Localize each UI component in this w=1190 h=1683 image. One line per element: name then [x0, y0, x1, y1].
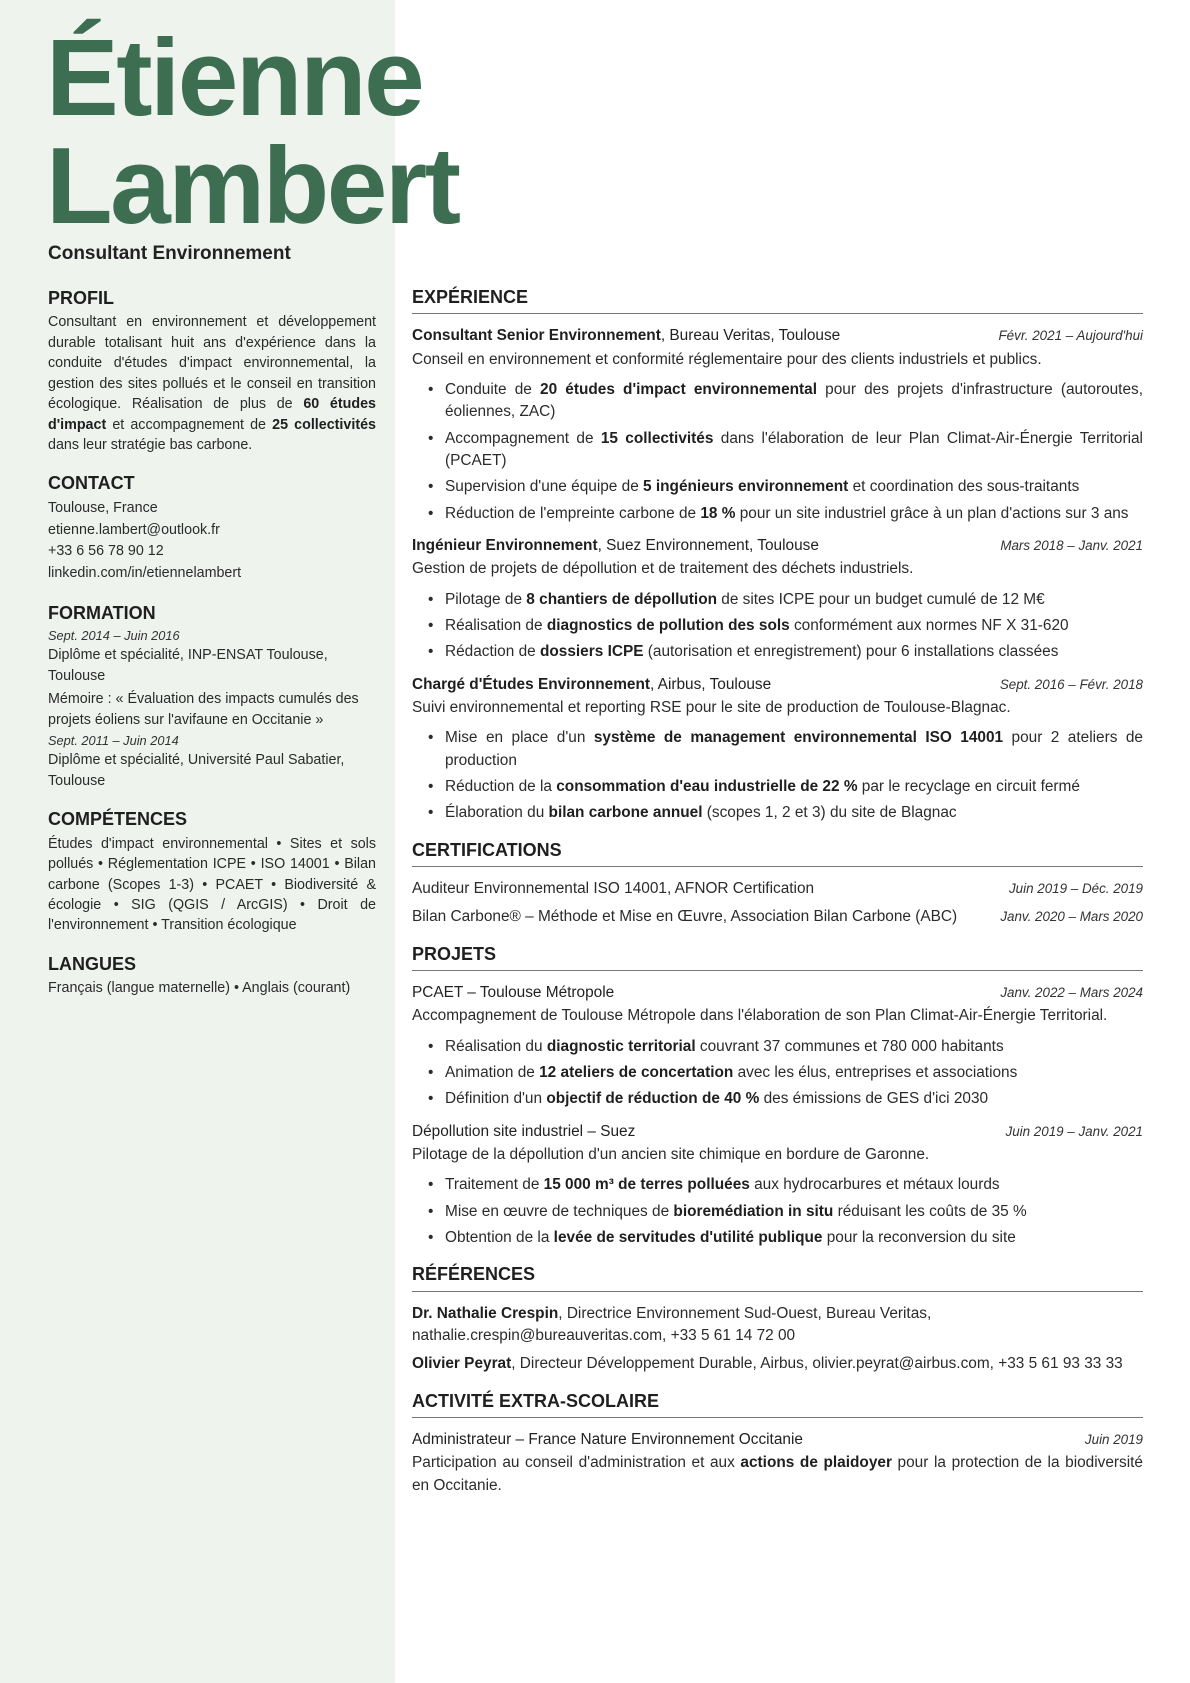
extracurricular-header [412, 1429, 1143, 1451]
project-organization: PCAET – Toulouse Métropole [412, 984, 615, 1002]
experience-heading: EXPÉRIENCE [412, 286, 1143, 314]
emphasis-text: 8 chantiers de dépollution [526, 590, 717, 608]
experience-entry [412, 535, 1143, 664]
profile-text: Consultant en environnement et développement durable totalisant huit ans d'expérience dans la conduite d'études d'impact environnemental, la gestion des sites pollués et le conseil en transition écologique. Réalisation de plus de 60 études d'impact et accompagnement de 25 collectivités dans leur stratégie bas carbone. [48, 314, 376, 454]
education-item [48, 627, 376, 730]
emphasis-text: Dr. Nathalie Crespin [412, 1304, 559, 1322]
experience-bullets [412, 727, 1143, 824]
bullet-item: • Accompagnement de 15 collectivités dans l'élaboration de leur Plan Climat-Air-Énergie Territorial (PCAET) [445, 428, 1143, 473]
experience-title [412, 674, 771, 696]
extracurricular-heading: ACTIVITÉ EXTRA-SCOLAIRE [412, 1390, 1143, 1418]
contact-heading: CONTACT [48, 473, 135, 494]
contact-email[interactable]: etienne.lambert@outlook.fr [48, 521, 220, 538]
project-title [412, 1121, 635, 1143]
project-description: Accompagnement de Toulouse Métropole dans l'élaboration de son Plan Climat-Air-Énergie Territorial. [412, 1007, 1108, 1025]
contact-section [48, 472, 376, 584]
skills-section [48, 808, 376, 936]
candidate-name [46, 17, 806, 247]
certification-name: Bilan Carbone® – Méthode et Mise en Œuvre, Association Bilan Carbone (ABC) [412, 908, 958, 926]
education-degree: Diplôme et spécialité, Université Paul Sabatier, Toulouse [48, 752, 345, 789]
projects-section [412, 943, 1143, 1250]
bullet-item: • Rédaction de dossiers ICPE (autorisation et enregistrement) pour 6 installations classées [445, 641, 1143, 663]
contact-phone[interactable]: +33 6 56 78 90 12 [48, 543, 164, 560]
experience-role: Ingénieur Environnement [412, 537, 598, 555]
education-degree: Diplôme et spécialité, INP-ENSAT Toulouse, Toulouse [48, 647, 328, 684]
sidebar [48, 287, 376, 1016]
experience-role: Chargé d'Études Environnement [412, 675, 650, 693]
emphasis-text: dossiers ICPE [539, 643, 644, 661]
emphasis-text: consommation d'eau industrielle de 22 % [556, 777, 858, 795]
project-bullets [412, 1036, 1143, 1111]
emphasis-text: 15 000 m³ de terres polluées [543, 1176, 750, 1194]
last-name: Lambert [46, 125, 459, 247]
bullet-item: • Réduction de la consommation d'eau industrielle de 22 % par le recyclage en circuit fermé [445, 776, 1143, 798]
experience-section [412, 286, 1143, 825]
projects-list [412, 982, 1143, 1249]
emphasis-text: 25 collectivités [272, 416, 376, 433]
experience-description: Suivi environnemental et reporting RSE pour le site de production de Toulouse-Blagnac. [412, 698, 1011, 716]
emphasis-text: diagnostics de pollution des sols [546, 617, 790, 634]
bullet-item: • Élaboration du bilan carbone annuel (scopes 1, 2 et 3) du site de Blagnac [445, 802, 1143, 824]
extracurricular-entry [412, 1429, 1143, 1497]
project-bullets [412, 1174, 1143, 1249]
languages-text: Français (langue maternelle) • Anglais (courant) [48, 980, 351, 997]
education-dates: Sept. 2014 – Juin 2016 [48, 628, 180, 644]
experience-organization: , Suez Environnement, Toulouse [597, 537, 819, 555]
extracurricular-description: Participation au conseil d'administration et aux actions de plaidoyer pour la protection de la biodiversité en Occitanie. [412, 1454, 1143, 1494]
experience-entry [412, 674, 1143, 825]
experience-organization: , Bureau Veritas, Toulouse [660, 327, 841, 345]
references-section [412, 1263, 1143, 1375]
bullet-item: • Réalisation du diagnostic territorial couvrant 37 communes et 780 000 habitants [445, 1036, 1143, 1058]
project-description: Pilotage de la dépollution d'un ancien site chimique en bordure de Garonne. [412, 1146, 930, 1164]
profile-section [48, 287, 376, 455]
bullet-item: • Supervision d'une équipe de 5 ingénieurs environnement et coordination des sous-traitants [445, 476, 1143, 498]
skills-heading: COMPÉTENCES [48, 809, 188, 830]
contact-linkedin[interactable]: linkedin.com/in/etiennelambert [48, 565, 242, 581]
bullet-item: • Conduite de 20 études d'impact environnemental pour des projets d'infrastructure (autoroutes, éoliennes, ZAC) [445, 379, 1143, 424]
bullet-item: • Traitement de 15 000 m³ de terres polluées aux hydrocarbures et métaux lourds [445, 1174, 1143, 1196]
experience-dates: Sept. 2016 – Févr. 2018 [999, 676, 1143, 692]
bullet-item: • Obtention de la levée de servitudes d'utilité publique pour la reconversion du site [445, 1227, 1143, 1249]
emphasis-text: bilan carbone annuel [548, 804, 703, 822]
profile-heading: PROFIL [48, 288, 114, 308]
bullet-item: • Définition d'un objectif de réduction de 40 % des émissions de GES d'ici 2030 [445, 1088, 1143, 1110]
main-content [412, 286, 1143, 1511]
languages-heading: LANGUES [48, 953, 137, 974]
bullet-item: • Pilotage de 8 chantiers de dépollution de sites ICPE pour un budget cumulé de 12 M€ [445, 589, 1143, 611]
experience-header [412, 674, 1143, 696]
certification-name: Auditeur Environnemental ISO 14001, AFNOR Certification [412, 880, 815, 898]
extracurricular-role: Administrateur – France Nature Environnement Occitanie [412, 1431, 803, 1449]
experience-bullets [412, 379, 1143, 525]
emphasis-text: levée de servitudes d'utilité publique [553, 1229, 823, 1247]
emphasis-text: 18 % [700, 504, 736, 522]
experience-role: Consultant Senior Environnement [412, 327, 661, 345]
experience-header [412, 325, 1143, 347]
job-title: Consultant Environnement [48, 243, 291, 264]
experience-entry [412, 325, 1143, 525]
projects-heading: PROJETS [412, 943, 1143, 971]
experience-header [412, 535, 1143, 557]
project-header [412, 982, 1143, 1004]
bullet-item: • Mise en œuvre de techniques de bioremédiation in situ réduisant les coûts de 35 % [445, 1201, 1143, 1223]
project-dates: Janv. 2022 – Mars 2024 [1000, 985, 1143, 1001]
reference-item: Olivier Peyrat, Directeur Développement Durable, Airbus, olivier.peyrat@airbus.com, +33 5 61 93 33 33 [412, 1355, 1123, 1373]
project-entry [412, 1121, 1143, 1250]
reference-item: Dr. Nathalie Crespin, Directrice Environnement Sud-Ouest, Bureau Veritas, nathalie.crespin@bureauveritas.com, +33 5 61 14 72 00 [412, 1304, 932, 1345]
emphasis-text: bioremédiation in situ [673, 1202, 834, 1220]
education-thesis: Mémoire : « Évaluation des impacts cumulés des projets éoliens sur l'avifaune en Occitanie » [48, 691, 359, 728]
emphasis-text: actions de plaidoyer [740, 1454, 892, 1472]
project-dates: Juin 2019 – Janv. 2021 [1005, 1123, 1143, 1139]
bullet-item: • Réduction de l'empreinte carbone de 18 % pour un site industriel grâce à un plan d'actions sur 3 ans [445, 503, 1143, 525]
emphasis-text: 20 études d'impact environnemental [540, 381, 818, 399]
first-name: Étienne [46, 17, 423, 139]
emphasis-text: système de management environnemental ISO 14001 [593, 729, 1004, 747]
project-entry [412, 982, 1143, 1111]
project-organization: Dépollution site industriel – Suez [412, 1122, 636, 1140]
bullet-item: • Mise en place d'un système de management environnemental ISO 14001 pour 2 ateliers de production [445, 727, 1143, 772]
emphasis-text: objectif de réduction de 40 % [546, 1090, 760, 1108]
emphasis-text: diagnostic territorial [546, 1037, 696, 1055]
certifications-heading: CERTIFICATIONS [412, 839, 1143, 867]
experience-organization: , Airbus, Toulouse [649, 675, 772, 693]
emphasis-text: 5 ingénieurs environnement [643, 478, 849, 496]
education-dates: Sept. 2011 – Juin 2014 [48, 733, 179, 749]
experience-dates: Mars 2018 – Janv. 2021 [1000, 538, 1143, 554]
contact-location: Toulouse, France [48, 499, 158, 516]
experience-title [412, 325, 840, 347]
certification-dates: Juin 2019 – Déc. 2019 [1008, 881, 1143, 897]
emphasis-text: 15 collectivités [600, 429, 714, 447]
education-heading: FORMATION [48, 602, 156, 623]
certification-item [412, 906, 1143, 928]
project-header [412, 1121, 1143, 1143]
certifications-section [412, 839, 1143, 929]
experience-title [412, 535, 819, 557]
skills-text: Études d'impact environnemental • Sites et sols pollués • Réglementation ICPE • ISO 14001 • Bilan carbone (Scopes 1-3) • PCAET • Biodiversité & écologie • SIG (QGIS / ArcGIS) • Droit de l'environnement • Transition écologique [48, 835, 376, 934]
experience-description: Conseil en environnement et conformité réglementaire pour des clients industriels et publics. [412, 350, 1042, 368]
education-section [48, 602, 376, 792]
bullet-item: • Animation de 12 ateliers de concertation avec les élus, entreprises et associations [445, 1062, 1143, 1084]
emphasis-text: 60 études d'impact [48, 396, 376, 433]
project-title [412, 982, 614, 1004]
education-item [48, 732, 376, 791]
experience-dates: Févr. 2021 – Aujourd'hui [998, 328, 1143, 344]
experience-description: Gestion de projets de dépollution et de traitement des déchets industriels. [412, 560, 914, 578]
emphasis-text: 12 ateliers de concertation [539, 1064, 734, 1082]
extracurricular-dates: Juin 2019 [1084, 1432, 1143, 1448]
experience-list [412, 325, 1143, 824]
references-heading: RÉFÉRENCES [412, 1263, 1143, 1291]
bullet-item: • Réalisation de diagnostics de pollution des sols conformément aux normes NF X 31-620 [445, 615, 1143, 637]
certification-item [412, 878, 1143, 900]
experience-bullets [412, 589, 1143, 664]
certification-dates: Janv. 2020 – Mars 2020 [1000, 909, 1143, 925]
extracurricular-section [412, 1390, 1143, 1497]
languages-section [48, 953, 376, 999]
emphasis-text: Olivier Peyrat [412, 1355, 512, 1373]
